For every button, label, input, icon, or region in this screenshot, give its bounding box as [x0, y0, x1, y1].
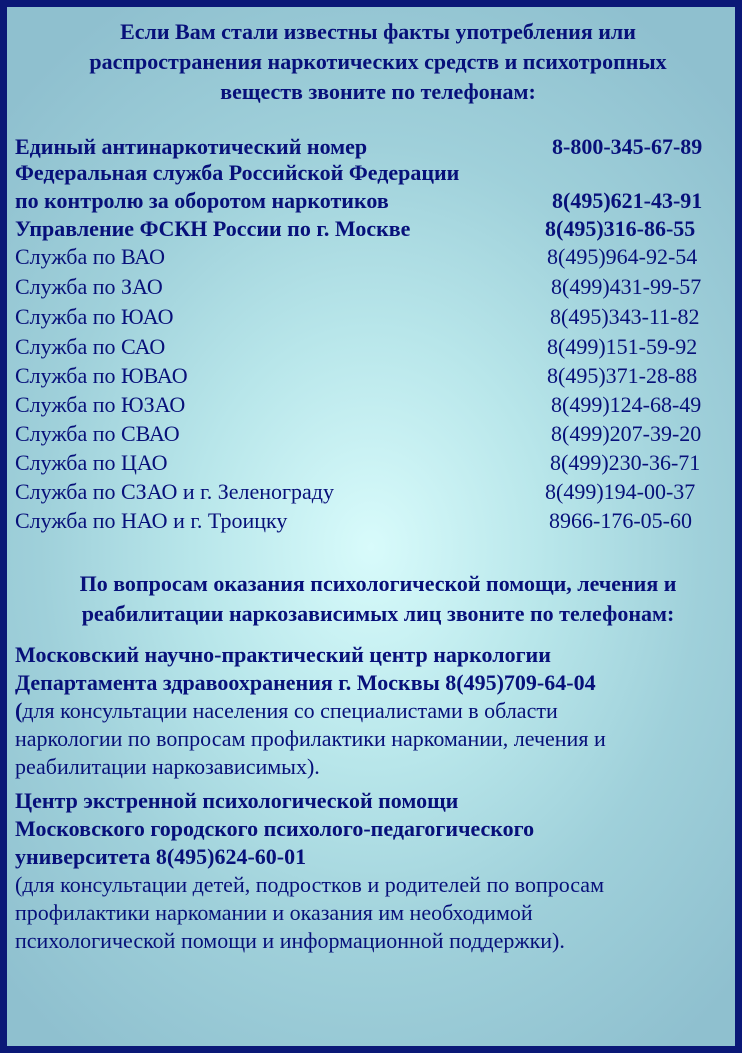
section1-heading [17, 17, 739, 107]
contact-phone: 8(495)316-86-55 [545, 216, 696, 241]
contact-row [15, 243, 735, 271]
section1-heading-line: веществ звоните по телефонам: [220, 79, 536, 104]
contact-row [15, 420, 735, 448]
contact-row [15, 333, 735, 361]
contact-phone: 8(495)964-92-54 [547, 244, 698, 269]
contact-label: Служба по ЗАО [15, 274, 163, 299]
note-open-paren: ( [15, 698, 23, 723]
contact-row [15, 159, 735, 187]
contact-phone: 8966-176-05-60 [549, 508, 692, 533]
center1-note-line: реабилитации наркозависимых). [15, 754, 320, 779]
center2-name-line: университета 8(495)624-60-01 [15, 844, 307, 869]
section1-heading-line: распространения наркотических средств и психотропных [89, 49, 667, 74]
contact-row [15, 187, 735, 215]
center2-note-line: (для консультации детей, подростков и родителей по вопросам [15, 872, 604, 897]
contact-row [15, 391, 735, 419]
center2-name-line: Центр экстренной психологической помощи [15, 788, 459, 813]
center1-note-line: наркологии по вопросам профилактики наркомании, лечения и [15, 726, 606, 751]
contact-phone: 8(499)194-00-37 [545, 479, 696, 504]
contact-phone: 8-800-345-67-89 [552, 134, 703, 159]
center1-note-text: для консультации населения со специалистами в области [22, 698, 558, 723]
contact-label: Служба по ВАО [15, 244, 165, 269]
contact-phone: 8(499)230-36-71 [550, 450, 701, 475]
contact-row [15, 449, 735, 477]
contact-phone: 8(499)431-99-57 [551, 274, 702, 299]
contact-label: Федеральная служба Российской Федерации [15, 160, 460, 185]
center2-note-line: профилактики наркомании и оказания им необходимой [15, 900, 533, 925]
contact-label: по контролю за оборотом наркотиков [15, 188, 389, 213]
center2-note-line: психологической помощи и информационной поддержки). [15, 928, 565, 953]
contact-label: Служба по ЮЗАО [15, 392, 186, 417]
contact-label: Служба по ЮАО [15, 304, 174, 329]
contact-label: Служба по ЮВАО [15, 363, 188, 388]
contact-row [15, 303, 735, 331]
contact-row [15, 478, 735, 506]
contact-phone: 8(499)124-68-49 [551, 392, 702, 417]
section1-heading-line: Если Вам стали известны факты употребления или [120, 19, 636, 44]
contact-phone: 8(495)621-43-91 [552, 188, 703, 213]
center1-name-line: Департамента здравоохранения г. Москвы 8(495)709-64-04 [15, 670, 596, 695]
contact-row [15, 507, 735, 535]
section2-heading-line: По вопросам оказания психологической помощи, лечения и [79, 571, 677, 596]
contact-phone: 8(495)343-11-82 [550, 304, 700, 329]
contact-label: Служба по САО [15, 334, 166, 359]
contact-row [15, 362, 735, 390]
center1-block [15, 641, 739, 781]
contact-row [15, 133, 735, 161]
center2-block [15, 787, 739, 955]
center2-name-line: Московского городского психолого-педагогического [15, 816, 535, 841]
contact-label: Служба по ЦАО [15, 450, 168, 475]
contact-label: Единый антинаркотический номер [15, 134, 368, 159]
contact-phone: 8(499)207-39-20 [551, 421, 702, 446]
contact-label: Управление ФСКН России по г. Москве [15, 216, 411, 241]
contact-label: Служба по НАО и г. Троицку [15, 508, 288, 533]
section2-heading [17, 569, 739, 629]
center1-name-line: Московский научно-практический центр наркологии [15, 642, 551, 667]
contact-phone: 8(499)151-59-92 [547, 334, 698, 359]
contact-phone: 8(495)371-28-88 [547, 363, 698, 388]
contact-row [15, 215, 735, 243]
center1-note-line [15, 697, 739, 725]
section2-heading-line: реабилитации наркозависимых лиц звоните по телефонам: [81, 601, 675, 626]
contact-label: Служба по СВАО [15, 421, 180, 446]
contact-row [15, 273, 735, 301]
contact-label: Служба по СЗАО и г. Зеленограду [15, 479, 334, 504]
